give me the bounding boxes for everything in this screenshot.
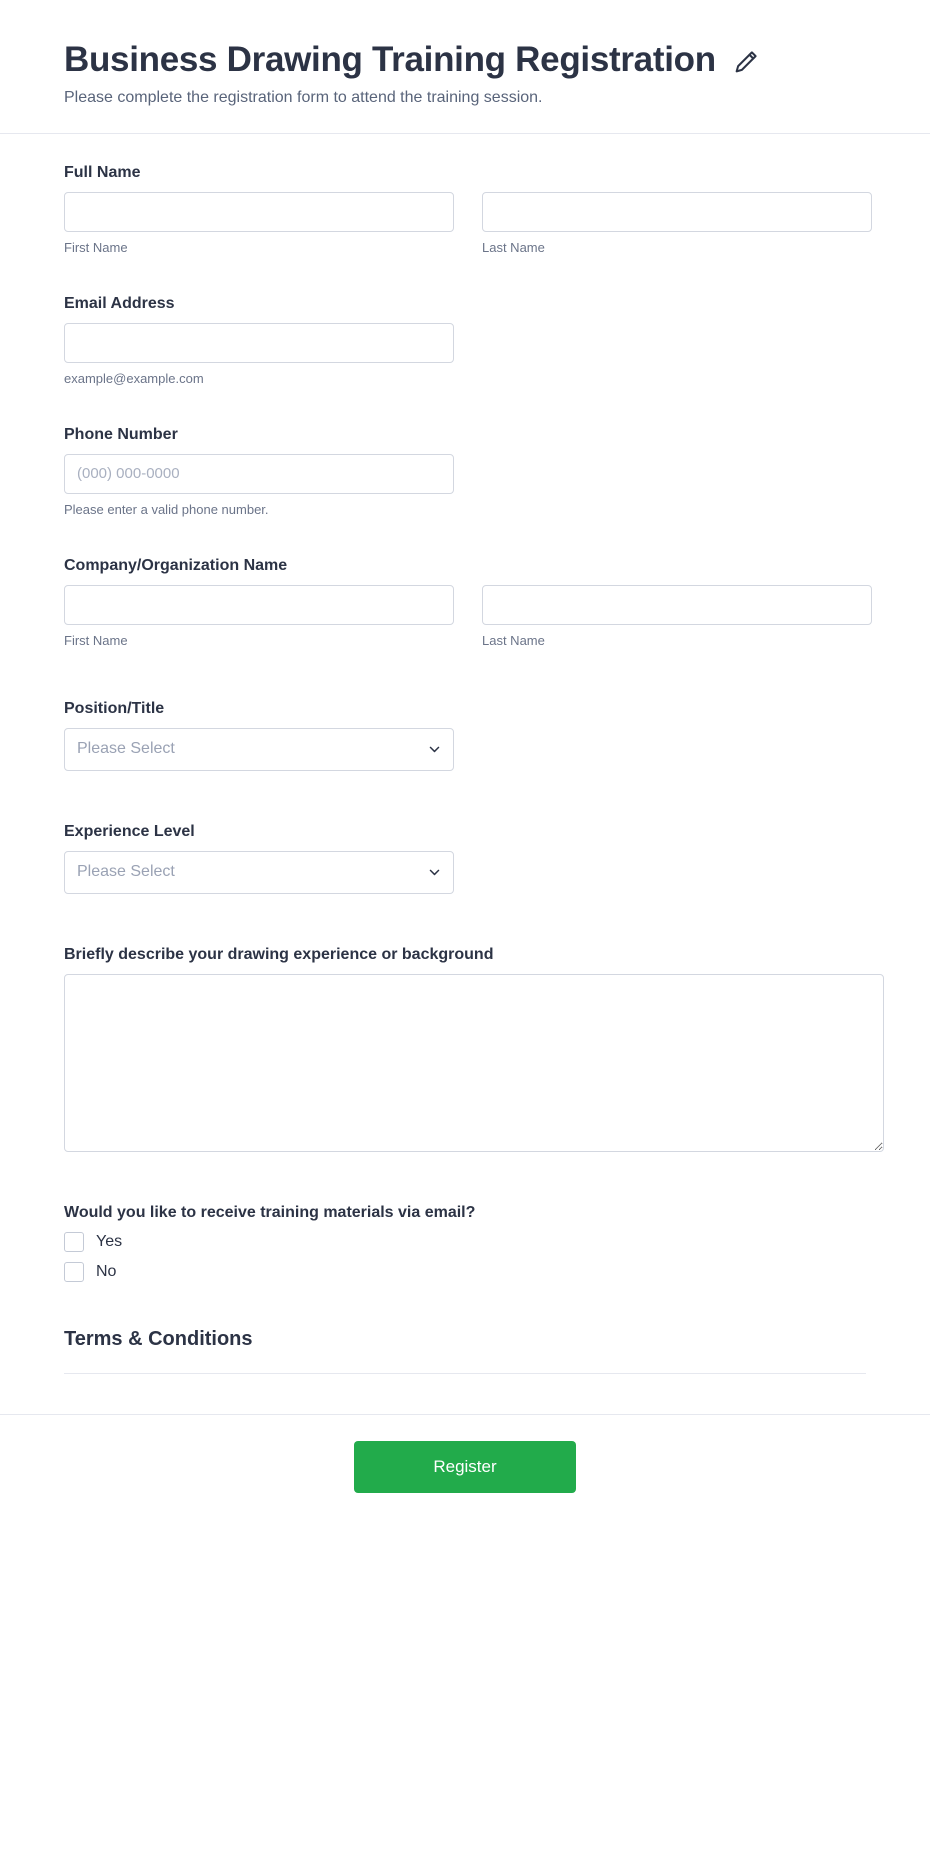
company-last-sublabel: Last Name bbox=[482, 632, 545, 648]
full-name-last-input[interactable] bbox=[482, 192, 872, 232]
form-header bbox=[0, 0, 930, 134]
field-background bbox=[64, 946, 866, 1152]
pen-icon bbox=[730, 47, 760, 77]
phone-col bbox=[64, 454, 454, 517]
register-button[interactable]: Register bbox=[354, 1441, 576, 1493]
email-input[interactable] bbox=[64, 323, 454, 363]
checkbox-yes[interactable] bbox=[64, 1232, 84, 1252]
email-label: Email Address bbox=[64, 294, 175, 312]
company-first-col bbox=[64, 585, 454, 648]
email-col bbox=[64, 323, 454, 386]
field-experience bbox=[64, 823, 866, 894]
page-title bbox=[64, 40, 866, 81]
email-sublabel: example@example.com bbox=[64, 370, 204, 386]
section-terms bbox=[64, 1328, 866, 1374]
position-label: Position/Title bbox=[64, 699, 165, 717]
materials-option-yes[interactable] bbox=[64, 1232, 866, 1252]
form-body bbox=[0, 134, 930, 1414]
company-first-sublabel: First Name bbox=[64, 632, 128, 648]
background-label: Briefly describe your drawing experience or background bbox=[64, 945, 494, 963]
experience-label: Experience Level bbox=[64, 822, 195, 840]
field-phone bbox=[64, 426, 866, 517]
page-subtitle: Please complete the registration form to attend the training session. bbox=[64, 88, 543, 106]
page-title-text: Business Drawing Training Registration bbox=[64, 40, 716, 79]
full-name-last-sublabel: Last Name bbox=[482, 239, 545, 255]
full-name-first-input[interactable] bbox=[64, 192, 454, 232]
field-company bbox=[64, 557, 866, 648]
terms-divider bbox=[64, 1373, 866, 1374]
full-name-last-col bbox=[482, 192, 872, 255]
company-last-input[interactable] bbox=[482, 585, 872, 625]
full-name-first-col bbox=[64, 192, 454, 255]
phone-label: Phone Number bbox=[64, 425, 178, 443]
phone-input[interactable] bbox=[64, 454, 454, 494]
experience-select[interactable]: Please Select bbox=[64, 851, 454, 894]
full-name-label: Full Name bbox=[64, 163, 141, 181]
field-full-name bbox=[64, 164, 866, 255]
position-select-wrap bbox=[64, 728, 454, 771]
experience-select-wrap bbox=[64, 851, 454, 894]
checkbox-no[interactable] bbox=[64, 1262, 84, 1282]
background-textarea[interactable] bbox=[64, 974, 884, 1152]
checkbox-no-label: No bbox=[96, 1262, 117, 1280]
checkbox-yes-label: Yes bbox=[96, 1232, 123, 1250]
materials-option-no[interactable] bbox=[64, 1262, 866, 1282]
full-name-first-sublabel: First Name bbox=[64, 239, 128, 255]
position-select[interactable]: Please Select bbox=[64, 728, 454, 771]
company-last-col bbox=[482, 585, 872, 648]
company-first-input[interactable] bbox=[64, 585, 454, 625]
phone-sublabel: Please enter a valid phone number. bbox=[64, 501, 269, 517]
form-footer bbox=[0, 1414, 930, 1527]
company-label: Company/Organization Name bbox=[64, 556, 288, 574]
terms-heading: Terms & Conditions bbox=[64, 1327, 253, 1350]
field-email bbox=[64, 295, 866, 386]
field-position bbox=[64, 700, 866, 771]
materials-label: Would you like to receive training materials via email? bbox=[64, 1203, 476, 1221]
field-materials bbox=[64, 1204, 866, 1282]
